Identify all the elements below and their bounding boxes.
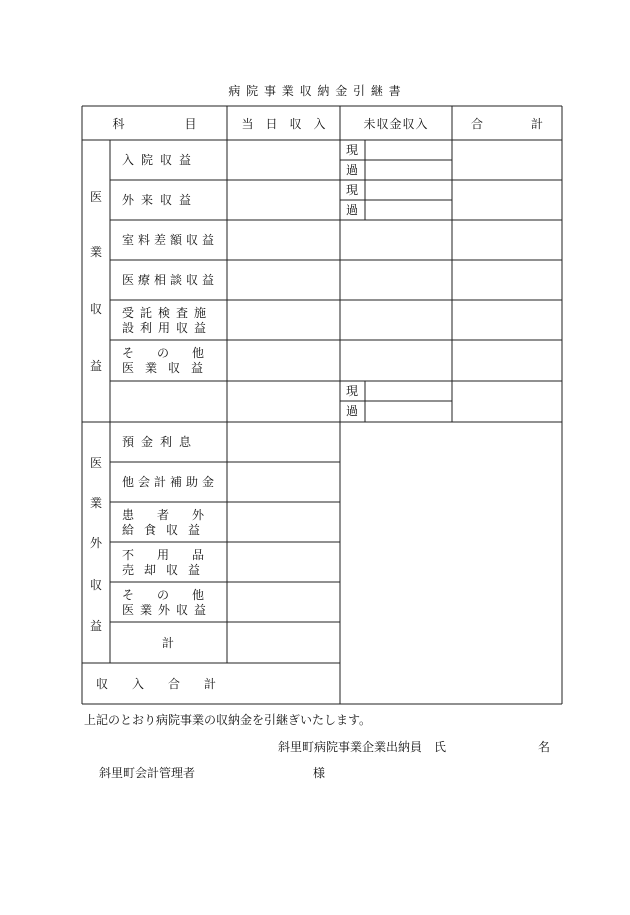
- group-label-medical-3: 収: [90, 302, 103, 316]
- recipient-title: 斜里町会計管理者: [99, 766, 196, 780]
- item-surplus-sale-line1: 不用品: [122, 548, 228, 562]
- header-total: 合 計: [470, 117, 543, 131]
- item-subtotal: 計: [162, 636, 175, 650]
- transfer-statement: 上記のとおり病院事業の収納金を引継ぎいたします。: [84, 713, 372, 727]
- label-current-2: 現: [346, 183, 359, 197]
- label-past-1: 過: [346, 163, 359, 177]
- group-label-medical-4: 益: [90, 359, 103, 373]
- group-label-medical-1: 医: [90, 190, 103, 204]
- group-label-nonmedical-5: 益: [90, 619, 103, 633]
- label-current-1: 現: [346, 143, 359, 157]
- official-name-suffix: 名: [538, 740, 551, 754]
- group-label-nonmedical-1: 医: [90, 456, 103, 470]
- item-contract-inspection-line2: 設利用収益: [122, 321, 213, 335]
- label-current-3: 現: [346, 384, 359, 398]
- item-other-nonmedical-line2: 医業外収益: [122, 603, 213, 617]
- item-outpatient-revenue: 外来収益: [122, 193, 199, 207]
- label-past-3: 過: [346, 404, 359, 418]
- official-title: 斜里町病院事業企業出納員 氏: [278, 740, 447, 754]
- header-today-income: 当 日 収 入: [241, 117, 326, 131]
- item-deposit-interest: 預金利息: [122, 435, 199, 449]
- header-subject: 科 目: [112, 117, 197, 131]
- item-other-medical-line2: 医業収益: [122, 361, 215, 375]
- item-other-account-subsidy: 他会計補助金: [122, 475, 219, 489]
- item-room-charge-revenue: 室料差額収益: [122, 233, 219, 247]
- label-past-2: 過: [346, 203, 359, 217]
- item-non-patient-meal-line2: 給食収益: [122, 523, 211, 537]
- item-contract-inspection-line1: 受託検査施: [122, 306, 213, 320]
- item-surplus-sale-line2: 売却収益: [122, 563, 211, 577]
- item-medical-consultation-revenue: 医療相談収益: [122, 273, 219, 287]
- group-label-medical-2: 業: [90, 245, 103, 259]
- document-title: 病 院 事 業 収 納 金 引 継 書: [228, 84, 402, 98]
- item-non-patient-meal-line1: 患者外: [122, 508, 228, 522]
- item-other-nonmedical-line1: その他: [122, 588, 228, 602]
- group-label-nonmedical-4: 収: [90, 578, 103, 592]
- item-other-medical-line1: その他: [122, 346, 228, 360]
- group-label-nonmedical-3: 外: [90, 536, 103, 550]
- group-label-nonmedical-2: 業: [90, 496, 103, 510]
- header-uncollected-income: 未収金収入: [363, 117, 429, 131]
- recipient-honorific: 様: [313, 766, 326, 780]
- item-inpatient-revenue: 入院収益: [122, 153, 199, 167]
- income-total-label: 収 入 合 計: [96, 677, 217, 691]
